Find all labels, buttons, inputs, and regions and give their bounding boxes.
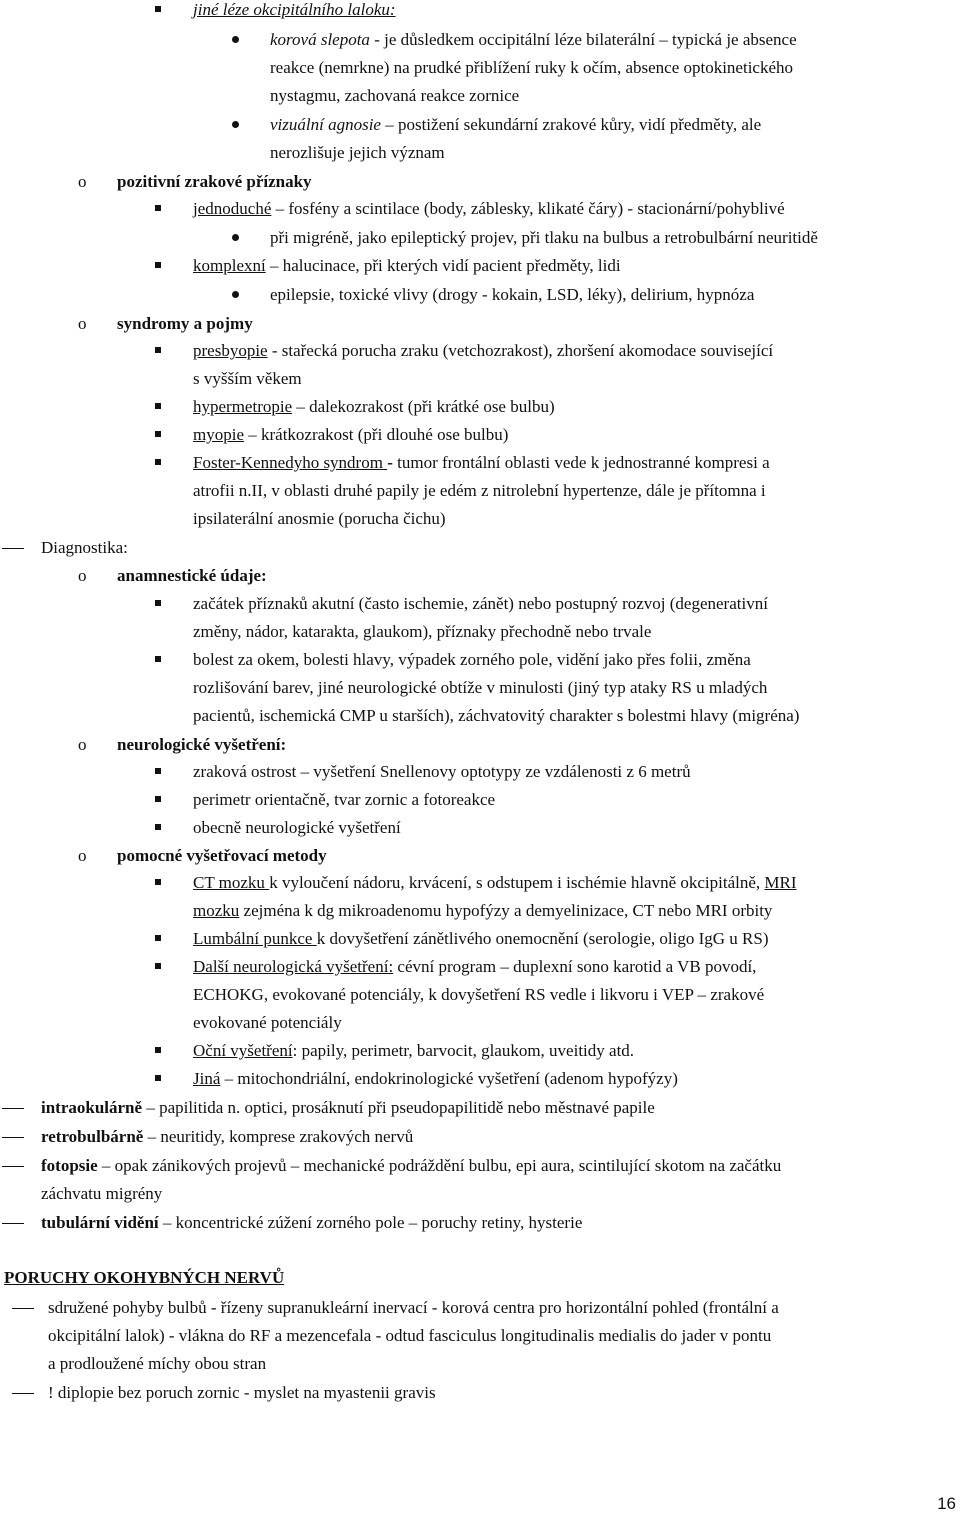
text-segment: rozlišování barev, jiné neurologické obtíže v minulosti (jiný typ ataky RS u mladých xyxy=(193,678,768,697)
text-segment: perimetr orientačně, tvar zornic a fotoreakce xyxy=(193,790,496,809)
text-line xyxy=(193,873,797,893)
text-segment: pozitivní zrakové příznaky xyxy=(117,172,312,191)
text-segment: cévní program – duplexní sono karotid a VB povodí, xyxy=(393,957,757,976)
text-line xyxy=(193,397,555,417)
text-line xyxy=(270,228,818,248)
circle-bullet: o xyxy=(78,846,87,865)
text-line xyxy=(193,481,766,501)
text-line xyxy=(193,706,799,726)
square-bullet xyxy=(155,768,161,774)
text-line xyxy=(193,985,764,1005)
text-line xyxy=(270,143,445,163)
text-segment: pomocné vyšetřovací metody xyxy=(117,846,327,865)
text-segment: anamnestické údaje: xyxy=(117,566,267,585)
dot-bullet xyxy=(232,36,239,43)
square-bullet xyxy=(155,205,161,211)
text-segment: evokované potenciály xyxy=(193,1013,342,1032)
text-segment: – postižení sekundární zrakové kůry, vidí předměty, ale xyxy=(380,115,762,134)
text-line xyxy=(193,650,751,670)
text-segment: – fosfény a scintilace (body, záblesky, klikaté čáry) - stacionární/pohyblivé xyxy=(271,199,785,218)
text-segment: Další neurologická vyšetření: xyxy=(193,957,394,976)
text-segment: k dovyšetření zánětlivého onemocnění (serologie, oligo IgG u RS) xyxy=(316,929,769,948)
text-segment: mozku xyxy=(193,901,240,920)
text-line xyxy=(270,86,519,106)
text-segment: k vyloučení nádoru, krvácení, s odstupem i ischémie hlavně okcipitálně, xyxy=(269,873,765,892)
text-line xyxy=(48,1298,779,1318)
square-bullet xyxy=(155,459,161,465)
text-segment: – krátkozrakost (při dlouhé ose bulbu) xyxy=(244,425,509,444)
text-segment: - je důsledkem occipitální léze bilaterální – typická je absence xyxy=(369,30,797,49)
text-line xyxy=(4,1268,284,1288)
text-segment: nystagmu, zachovaná reakce zornice xyxy=(270,86,520,105)
text-segment: CT mozku xyxy=(193,873,270,892)
text-segment: nerozlišuje jejich význam xyxy=(270,143,445,162)
text-segment: jiné léze okcipitálního laloku: xyxy=(193,0,396,19)
text-segment: Oční vyšetření xyxy=(193,1041,293,1060)
text-line xyxy=(193,1013,342,1033)
square-bullet xyxy=(155,796,161,802)
text-line xyxy=(270,30,797,50)
text-line xyxy=(117,735,286,755)
text-line xyxy=(117,172,312,192)
text-segment: neurologické vyšetření: xyxy=(117,735,287,754)
text-segment: změny, nádor, katarakta, glaukom), příznaky přechodně nebo trvale xyxy=(193,622,652,641)
text-segment: – mitochondriální, endokrinologické vyšetření (adenom hypofýzy) xyxy=(220,1069,678,1088)
text-line xyxy=(41,1098,655,1118)
text-line xyxy=(193,1069,678,1089)
square-bullet xyxy=(155,600,161,606)
text-line xyxy=(193,678,767,698)
text-segment: Lumbální punkce xyxy=(193,929,317,948)
dash-bullet xyxy=(2,1166,24,1167)
text-line xyxy=(193,762,691,782)
square-bullet xyxy=(155,1047,161,1053)
circle-bullet: o xyxy=(78,172,87,191)
text-segment: a prodloužené míchy obou stran xyxy=(48,1354,267,1373)
text-segment: – opak zánikových projevů – mechanické podráždění bulbu, epi aura, scintilující skotom na začátku xyxy=(97,1156,782,1175)
dash-bullet xyxy=(2,1223,24,1224)
text-line xyxy=(48,1354,266,1374)
text-line xyxy=(117,846,327,866)
text-segment: – dalekozrakost (při krátké ose bulbu) xyxy=(292,397,555,416)
text-segment: – halucinace, při kterých vidí pacient předměty, lidi xyxy=(265,256,621,275)
dot-bullet xyxy=(232,234,239,241)
square-bullet xyxy=(155,6,161,12)
dash2-bullet xyxy=(12,1393,34,1394)
text-line xyxy=(193,0,396,20)
text-line xyxy=(270,58,793,78)
text-line xyxy=(41,1156,781,1176)
text-line xyxy=(193,901,772,921)
text-segment: – neuritidy, komprese zrakových nervů xyxy=(143,1127,414,1146)
text-segment: začátek příznaků akutní (často ischemie, zánět) nebo postupný rozvoj (degenerativní xyxy=(193,594,768,613)
page-number: 16 xyxy=(937,1494,956,1513)
text-segment: hypermetropie xyxy=(193,397,293,416)
text-segment: ipsilaterální anosmie (porucha čichu) xyxy=(193,509,446,528)
text-line xyxy=(193,369,302,389)
text-line xyxy=(41,1127,413,1147)
dot-bullet xyxy=(232,291,239,298)
square-bullet xyxy=(155,824,161,830)
text-segment: ECHOKG, evokované potenciály, k dovyšetření RS vedle i likvoru i VEP – zrakové xyxy=(193,985,765,1004)
circle-bullet: o xyxy=(78,314,87,333)
text-segment: – papilitida n. optici, prosáknutí při pseudopapilitidě nebo městnavé papile xyxy=(142,1098,655,1117)
text-segment: atrofii n.II, v oblasti druhé papily je edém z nitrolební hypertenze, dále je přítomna i xyxy=(193,481,766,500)
dash-bullet xyxy=(2,1108,24,1109)
text-segment: retrobulbárně xyxy=(41,1127,144,1146)
text-segment: vizuální agnosie xyxy=(270,115,381,134)
text-line xyxy=(41,1184,162,1204)
text-segment: – koncentrické zúžení zorného pole – poruchy retiny, hysterie xyxy=(158,1213,583,1232)
text-line xyxy=(193,957,756,977)
text-line xyxy=(48,1383,436,1403)
text-segment: - xyxy=(387,453,393,472)
text-segment: - stařecká porucha zraku (vetchozrakost), zhoršení akomodace související xyxy=(267,341,774,360)
square-bullet xyxy=(155,347,161,353)
text-segment: epilepsie, toxické vlivy (drogy - kokain, LSD, léky), delirium, hypnóza xyxy=(270,285,755,304)
text-line xyxy=(193,622,651,642)
text-segment: tubulární vidění xyxy=(41,1213,159,1232)
text-line xyxy=(193,929,769,949)
text-segment: zraková ostrost – vyšetření Snellenovy optotypy ze vzdálenosti z 6 metrů xyxy=(193,762,691,781)
text-segment: sdružené pohyby bulbů - řízeny supranukleární inervací - korová centra pro horizontální pohled (frontální a xyxy=(48,1298,779,1317)
dash2-bullet xyxy=(12,1308,34,1309)
text-segment: presbyopie xyxy=(193,341,268,360)
text-line xyxy=(193,509,446,529)
text-segment: bolest za okem, bolesti hlavy, výpadek zorného pole, vidění jako přes folii, změna xyxy=(193,650,751,669)
square-bullet xyxy=(155,403,161,409)
text-segment: při migréně, jako epileptický projev, při tlaku na bulbus a retrobulbární neuritidě xyxy=(270,228,818,247)
text-segment: fotopsie xyxy=(41,1156,98,1175)
square-bullet xyxy=(155,656,161,662)
text-segment: tumor frontální oblasti vede k jednostranné kompresi a xyxy=(392,453,770,472)
text-segment: komplexní xyxy=(193,256,266,275)
text-line xyxy=(193,818,401,838)
circle-bullet: o xyxy=(78,566,87,585)
text-line xyxy=(117,314,253,334)
square-bullet xyxy=(155,431,161,437)
text-line xyxy=(41,1213,582,1233)
square-bullet xyxy=(155,935,161,941)
text-segment: obecně neurologické vyšetření xyxy=(193,818,401,837)
dot-bullet xyxy=(232,121,239,128)
text-line xyxy=(270,115,761,135)
text-line xyxy=(270,285,754,305)
text-segment: PORUCHY OKOHYBNÝCH NERVŮ xyxy=(4,1268,285,1287)
text-segment: : papily, perimetr, barvocit, glaukom, uveitidy atd. xyxy=(292,1041,635,1060)
text-segment: záchvatu migrény xyxy=(41,1184,163,1203)
text-segment: intraokulárně xyxy=(41,1098,143,1117)
dash-bullet xyxy=(2,1137,24,1138)
text-segment: myopie xyxy=(193,425,244,444)
text-line xyxy=(48,1326,771,1346)
text-segment: jednoduché xyxy=(193,199,272,218)
text-segment: korová slepota xyxy=(270,30,370,49)
square-bullet xyxy=(155,879,161,885)
text-line xyxy=(193,594,768,614)
text-segment: zejména k dg mikroadenomu hypofýzy a demyelinizace, CT nebo MRI orbity xyxy=(239,901,773,920)
text-segment: Jiná xyxy=(193,1069,221,1088)
text-segment: pacientů, ischemická CMP u starších), záchvatovitý charakter s bolestmi hlavy (migréna) xyxy=(193,706,800,725)
dash-bullet xyxy=(2,548,24,549)
text-line xyxy=(193,1041,634,1061)
text-segment: MRI xyxy=(764,873,797,892)
text-segment: reakce (nemrkne) na prudké přiblížení ruky k očím, absence optokinetického xyxy=(270,58,794,77)
text-segment: ! diplopie bez poruch zornic - myslet na myastenii gravis xyxy=(48,1383,436,1402)
text-segment: syndromy a pojmy xyxy=(117,314,253,333)
text-segment: okcipitální lalok) - vlákna do RF a mezencefala - odtud fasciculus longitudinalis medialis do jader v pontu xyxy=(48,1326,772,1345)
text-line xyxy=(193,790,495,810)
text-segment: s vyšším věkem xyxy=(193,369,302,388)
text-line xyxy=(193,425,508,445)
text-line xyxy=(193,453,770,473)
text-line xyxy=(193,199,785,219)
text-segment: Foster-Kennedyho syndrom xyxy=(193,453,388,472)
text-line xyxy=(117,566,267,586)
circle-bullet: o xyxy=(78,735,87,754)
text-line xyxy=(193,256,621,276)
text-segment: Diagnostika: xyxy=(41,538,128,557)
square-bullet xyxy=(155,1075,161,1081)
square-bullet xyxy=(155,262,161,268)
square-bullet xyxy=(155,963,161,969)
text-line xyxy=(193,341,773,361)
text-line xyxy=(41,538,128,558)
